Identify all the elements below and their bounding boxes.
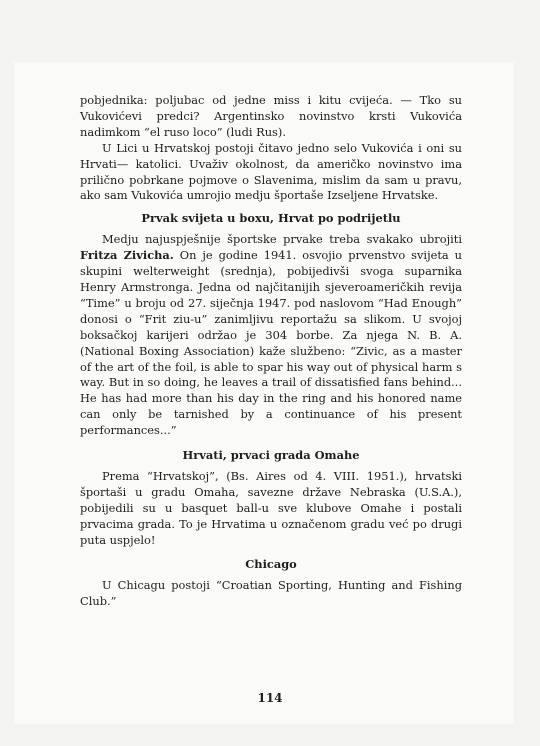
paragraph-omaha: Prema “Hrvatskoj”, (Bs. Aires od 4. VIII. 1951.), hrvatski športaši u gradu Omaha, savezne države Nebraska (U.S.A.), pobijedili su u basquet ball-u sve klubove Omahe i postali prvacima grada. To je Hrvatima u označenom gradu već po drugi puta uspjelo! [80, 468, 462, 547]
heading-chicago: Chicago [245, 557, 297, 572]
page-number: 114 [257, 691, 283, 705]
page-body [80, 93, 462, 610]
heading-box-champion: Prvak svijeta u boxu, Hrvat po podrijetlu [141, 211, 401, 226]
paragraph-vukovic: pobjednika: poljubac od jedne miss i kitu cvijeća. — Tko su Vukovićevi predci? Argentinsko novinstvo krsti Vukovića nadimkom “el ruso loco” (ludi Rus). [80, 93, 462, 139]
zivic-text: On je godine 1941. osvojio prvenstvo svijeta u skupini welterweight (srednja), pobijedivši svoga suparnika Henry Armstronga. Jedna od najčitanijih sjeveroameričkih revija “Time” u broju od 27. siječnja 1947. pod naslovom “Had Enough” donosi o “Frit ziu-u” zanimljivu reportažu sa slikom. U svojoj boksačkoj karijeri održao je 304 borbe. Za njega N. B. A. (National Boxing Association) kaže službeno: “Zivic, as a master of the art of the foil, is able to spar his way out of physical harm s way. But in so doing, he leaves a trail of dissatisfied fans behind... He has had more than his day in the ring and his honored name can only be tarnished by a continuance of his present performances...” [80, 248, 462, 438]
zivic-name: Fritza Zivicha. [80, 248, 174, 263]
paragraph-lika-village: U Lici u Hrvatskoj postoji čitavo jedno selo Vukovića i oni su Hrvati— katolici. Uvaživ okolnost, da američko novinstvo ima prilično pobrkane pojmove o Slavenima, mislim da sam u pravu, ako sam Vukovića umrojio medju športaše Izseljene Hrvatske. [80, 140, 462, 203]
paragraph-chicago: U Chicagu postoji “Croatian Sporting, Hunting and Fishing Club.” [80, 578, 462, 609]
paragraph-zivic [80, 232, 462, 439]
zivic-intro: Medju najuspješnije športske prvake treba svakako ubrojiti [102, 232, 462, 247]
heading-omaha: Hrvati, prvaci grada Omahe [182, 448, 360, 463]
